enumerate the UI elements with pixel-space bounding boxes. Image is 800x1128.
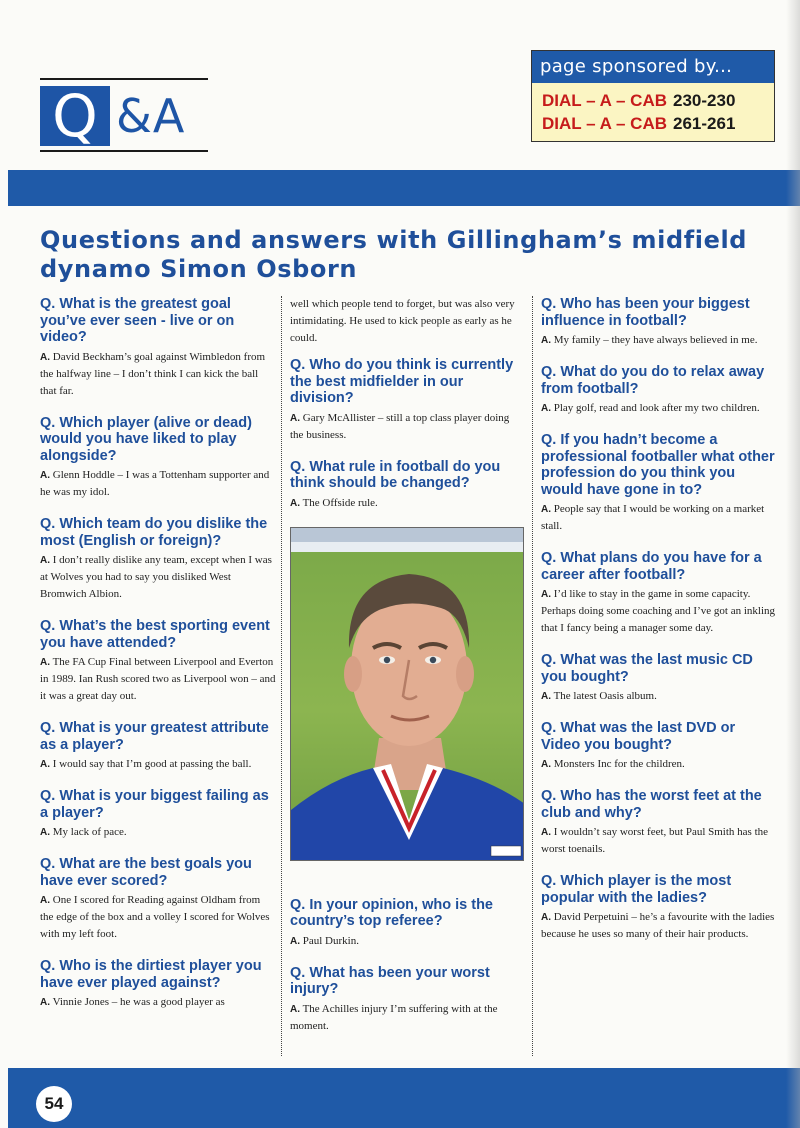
- qa-item: [541, 550, 775, 637]
- answer: A. One I scored for Reading against Oldham from the edge of the box and a volley I scored for Wolves with my left foot.: [40, 894, 270, 940]
- question: Q. What’s the best sporting event you have attended?: [40, 618, 270, 651]
- question: Q. What is your biggest failing as a player?: [40, 788, 269, 821]
- qa-item: [40, 958, 276, 1011]
- question: Q. What is your greatest attribute as a player?: [40, 720, 269, 753]
- player-portrait-illustration: [291, 528, 524, 861]
- qa-item: [40, 618, 276, 705]
- answer: A. My lack of pace.: [40, 826, 127, 838]
- answer: A. David Perpetuini – he’s a favourite with the ladies because he uses so many of their hair products.: [541, 911, 775, 940]
- qa-item: [541, 788, 775, 858]
- qa-item: [40, 720, 276, 773]
- qa-item: [40, 415, 276, 502]
- column-divider: [281, 296, 282, 1056]
- answer: A. Monsters Inc for the children.: [541, 758, 685, 770]
- answer: A. Vinnie Jones – he was a good player as: [40, 996, 225, 1008]
- qa-item: [541, 720, 775, 773]
- answer-continuation: well which people tend to forget, but was also very intimidating. He used to kick people as early as he could.: [290, 298, 515, 344]
- column-2: [290, 296, 522, 1050]
- question: Q. Who has the worst feet at the club and why?: [541, 788, 762, 821]
- answer: A. Paul Durkin.: [290, 934, 359, 947]
- question: Q. What rule in football do you think should be changed?: [290, 458, 501, 491]
- qa-logo: [40, 78, 208, 152]
- column-3: [541, 296, 775, 958]
- qa-item: [290, 965, 522, 1035]
- answer: A. I wouldn’t say worst feet, but Paul Smith has the worst toenails.: [541, 826, 769, 855]
- answer: A. Glenn Hoddle – I was a Tottenham supporter and he was my idol.: [40, 469, 270, 498]
- qa-item: [541, 652, 775, 705]
- qa-item: [290, 897, 522, 950]
- question: Q. Which player (alive or dead) would you have liked to play alongside?: [40, 414, 252, 464]
- sponsor-name: DIAL – A – CAB: [542, 91, 668, 110]
- qa-item: [40, 296, 276, 400]
- question: Q. What has been your worst injury?: [290, 964, 490, 997]
- question: Q. What are the best goals you have ever scored?: [40, 856, 252, 889]
- qa-item: [290, 357, 522, 444]
- answer: A. The Offside rule.: [290, 496, 378, 509]
- column-1: [40, 296, 276, 1026]
- qa-item: [541, 873, 775, 943]
- question: Q. What was the last music CD you bought?: [541, 652, 753, 685]
- answer: A. Play golf, read and look after my two children.: [541, 402, 760, 414]
- qa-logo-q: Q: [40, 86, 110, 146]
- question: Q. Who do you think is currently the best midfielder in our division?: [290, 357, 514, 406]
- article-title: Questions and answers with Gillingham’s midfield dynamo Simon Osborn: [40, 226, 748, 283]
- question: Q. Who is the dirtiest player you have ever played against?: [40, 958, 262, 991]
- qa-item: [40, 788, 276, 841]
- answer: A. David Beckham’s goal against Wimbledon from the halfway line – I don’t think I can kick the ball that far.: [40, 350, 266, 397]
- answer: A. The Achilles injury I’m suffering with at the moment.: [290, 1002, 498, 1032]
- sponsor-box: [531, 50, 775, 142]
- question: Q. What plans do you have for a career after football?: [541, 550, 762, 583]
- qa-logo-amp: &A: [116, 89, 186, 143]
- qa-item: [541, 364, 775, 417]
- question: Q. If you hadn’t become a professional footballer what other profession do you think you would have gone in to?: [541, 432, 775, 498]
- question: Q. What do you do to relax away from football?: [541, 364, 765, 397]
- qa-item: [541, 296, 775, 349]
- question: Q. Who has been your biggest influence in football?: [541, 296, 750, 329]
- qa-item: [40, 516, 276, 603]
- qa-item: [290, 459, 522, 512]
- bottom-blue-band: [8, 1068, 800, 1128]
- answer: A. People say that I would be working on a market stall.: [541, 503, 765, 532]
- sponsor-phone: 261-261: [673, 114, 736, 133]
- question: Q. What was the last DVD or Video you bought?: [541, 720, 736, 753]
- answer: A. I would say that I’m good at passing the ball.: [40, 758, 252, 770]
- sponsor-heading: page sponsored by...: [532, 51, 774, 83]
- answer: A. I’d like to stay in the game in some capacity. Perhaps doing some coaching and I’ve got an inkling that I fancy being a manager some day.: [541, 588, 776, 634]
- answer: A. The FA Cup Final between Liverpool and Everton in 1989. Ian Rush scored two as Liverpool won – and it was a great day out.: [40, 656, 276, 702]
- qa-item: [40, 856, 276, 943]
- sponsor-name: DIAL – A – CAB: [542, 114, 668, 133]
- sponsor-body: [532, 83, 774, 141]
- answer: A. The latest Oasis album.: [541, 690, 657, 702]
- answer: A. Gary McAllister – still a top class player doing the business.: [290, 411, 510, 441]
- player-photo: [290, 527, 524, 861]
- answer: A. I don’t really dislike any team, except when I was at Wolves you had to say you disliked West Bromwich Albion.: [40, 554, 272, 600]
- qa-item: [541, 432, 775, 535]
- answer: A. My family – they have always believed in me.: [541, 334, 758, 346]
- sponsor-phone: 230-230: [673, 91, 736, 110]
- question: Q. Which player is the most popular with the ladies?: [541, 873, 732, 906]
- question: Q. What is the greatest goal you’ve ever seen - live or on video?: [40, 296, 235, 345]
- question: Q. In your opinion, who is the country’s top referee?: [290, 896, 493, 929]
- top-blue-band: [8, 170, 800, 206]
- sponsor-line: [542, 89, 774, 112]
- page-number: 54: [36, 1086, 72, 1122]
- sponsor-line: [542, 112, 774, 135]
- page-edge-shadow: [786, 0, 800, 1128]
- column-divider: [532, 296, 533, 1056]
- question: Q. Which team do you dislike the most (English or foreign)?: [40, 516, 268, 549]
